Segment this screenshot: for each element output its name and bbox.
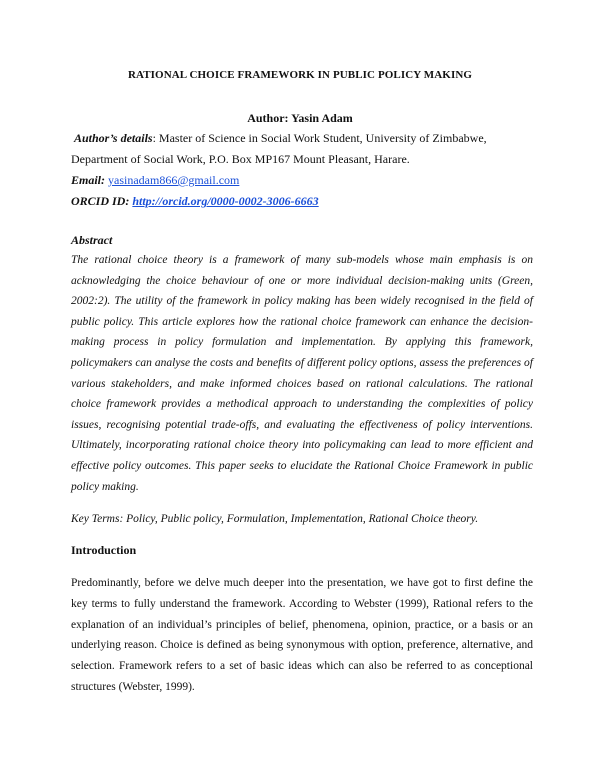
email-line	[71, 170, 533, 191]
orcid-link[interactable]: http://orcid.org/0000-0002-3006-6663	[132, 194, 319, 208]
email-label: Email:	[71, 173, 106, 187]
orcid-line	[71, 191, 533, 212]
author-line: Author: Yasin Adam	[247, 111, 353, 125]
author-details-label: Author’s details	[74, 131, 153, 145]
author-details	[71, 128, 533, 170]
email-link[interactable]: yasinadam866@gmail.com	[108, 173, 240, 187]
author-details-text: : Master of Science in Social Work Student, University of Zimbabwe, Department of Social Work, P.O. Box MP167 Mount Pleasant, Harare.	[71, 131, 487, 166]
abstract-text: The rational choice theory is a framework of many sub-models whose main emphasis is on acknowledging the choice behaviour of one or more individual decision-making units (Green, 2002:2). The utility of the framework in policy making has been widely recognised in the field of public policy. This article explores how the rational choice framework can enhance the decision-making process in policy formulation and implementation. By applying this framework, policymakers can analyse the costs and benefits of different policy options, assess the preferences of various stakeholders, and make informed choices based on rational calculations. The rational choice framework provides a methodical approach to understanding the complexities of policy issues, recognising potential trade-offs, and evaluating the effectiveness of policy interventions. Ultimately, incorporating rational choice theory into policymaking can lead to more efficient and effective policy outcomes. This paper seeks to elucidate the Rational Choice Framework in public policy making.	[71, 254, 533, 493]
paper-title: RATIONAL CHOICE FRAMEWORK IN PUBLIC POLICY MAKING	[127, 69, 473, 81]
orcid-label: ORCID ID:	[71, 194, 130, 208]
introduction-text: Predominantly, before we delve much deeper into the presentation, we have got to first define the key terms to fully understand the framework. According to Webster (1999), Rational refers to the explanation of an individual’s principles of belief, phenomena, opinion, practice, or a basis or an underlying reason. Choice is defined as being synonymous with option, preference, alternative, and selection. Framework refers to a set of basic ideas which can also be referred to as conceptional structures (Webster, 1999).	[71, 577, 533, 693]
key-terms: Key Terms: Policy, Public policy, Formulation, Implementation, Rational Choice theory.	[71, 513, 479, 525]
introduction-heading: Introduction	[71, 543, 137, 557]
abstract-heading: Abstract	[71, 233, 113, 247]
